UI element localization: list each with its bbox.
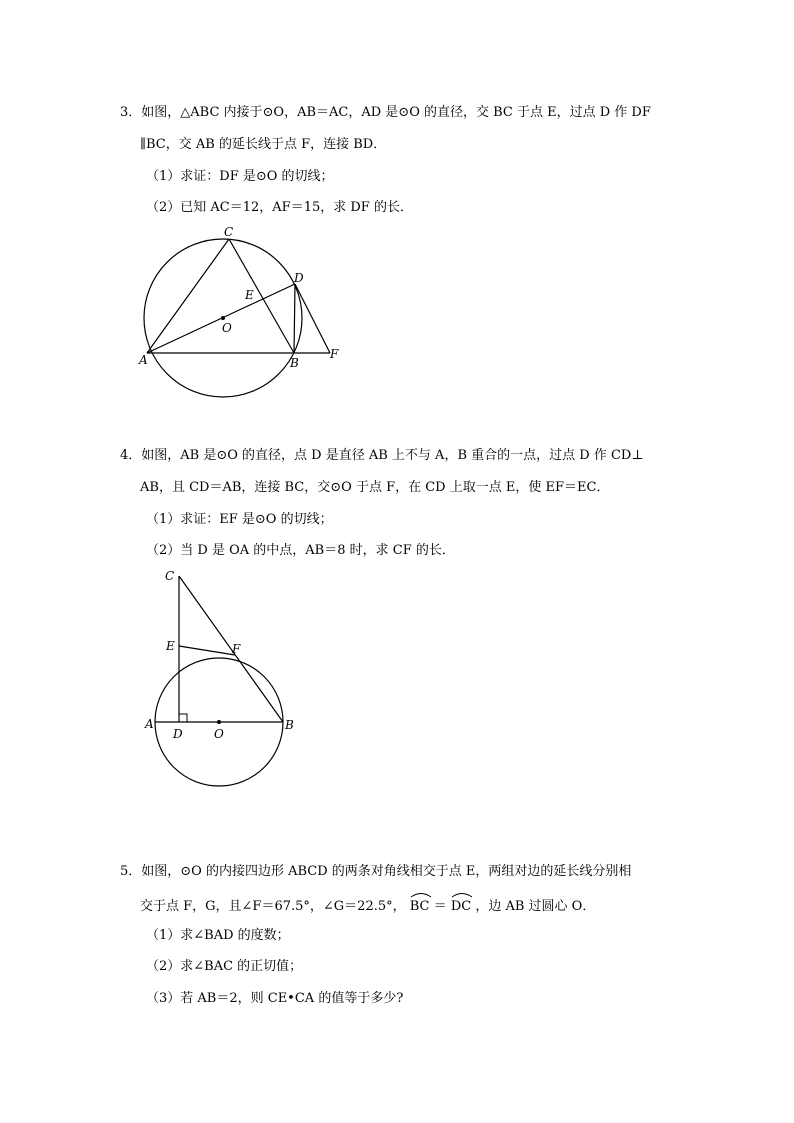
label-f: F [330, 347, 339, 361]
label-d: D [173, 727, 183, 741]
segment-bd [294, 284, 295, 353]
arc-mark [451, 892, 473, 898]
label-o: O [222, 321, 232, 335]
label-d: D [294, 271, 304, 285]
problem-5-line-2-end: ，边 AB 过圆心 O． [475, 899, 596, 914]
segment-df [295, 284, 330, 353]
problem-4-question-1: （1）求证：EF 是⊙O 的切线； [146, 512, 333, 527]
segment-cb [229, 239, 294, 353]
problem-4-line-2: AB，且 CD＝AB，连接 BC，交⊙O 于点 F，在 CD 上取一点 E，使 EF＝EC． [140, 480, 610, 495]
label-c: C [224, 225, 234, 239]
center-dot [217, 720, 221, 724]
problem-5-line-2 [140, 895, 595, 916]
label-e: E [166, 639, 175, 653]
segment-ac [147, 239, 229, 353]
problem-3-figure [130, 218, 360, 408]
problem-5-line-2-start: 交于点 F，G，且∠F＝67.5°，∠G＝22.5°， [140, 899, 406, 914]
problem-3-question-1: （1）求证：DF 是⊙O 的切线； [146, 169, 334, 184]
problem-3-line-1: 3．如图，△ABC 内接于⊙O，AB＝AC，AD 是⊙O 的直径，交 BC 于点 E，过点 D 作 DF [120, 105, 651, 120]
problem-4-question-2: （2）当 D 是 OA 的中点，AB＝8 时，求 CF 的长． [146, 543, 455, 558]
problem-3-question-2: （2）已知 AC＝12，AF＝15，求 DF 的长． [146, 200, 413, 215]
problem-5-question-2: （2）求∠BAC 的正切值； [146, 959, 303, 974]
label-o: O [214, 727, 224, 741]
label-e: E [245, 288, 254, 302]
label-a: A [145, 717, 154, 731]
arc-bc [410, 895, 430, 916]
center-dot [221, 316, 225, 320]
problem-4-line-1: 4．如图，AB 是⊙O 的直径，点 D 是直径 AB 上不与 A，B 重合的一点，过点 D 作 CD⊥ [120, 448, 644, 463]
arc-bc-label: BC [409, 899, 430, 914]
label-c: C [165, 569, 175, 583]
problem-5-line-1: 5．如图，⊙O 的内接四边形 ABCD 的两条对角线相交于点 E，两组对边的延长线分别相 [120, 864, 632, 879]
segment-ad [147, 284, 295, 353]
label-a: A [139, 353, 148, 367]
arc-dc [451, 895, 471, 916]
problem-5-question-3: （3）若 AB＝2，则 CE•CA 的值等于多少? [146, 991, 404, 1006]
arc-mark [410, 892, 432, 898]
segment-ef [179, 646, 235, 655]
right-angle-mark [179, 714, 187, 722]
problem-4-figure [135, 562, 305, 797]
equals-sign: ＝ [433, 899, 447, 914]
label-b: B [285, 718, 294, 732]
arc-dc-label: DC [450, 899, 472, 914]
problem-5-question-1: （1）求∠BAD 的度数； [146, 928, 290, 943]
label-b: B [290, 356, 299, 370]
label-f: F [232, 642, 241, 656]
problem-3-line-2: ∥BC，交 AB 的延长线于点 F，连接 BD． [140, 137, 387, 152]
